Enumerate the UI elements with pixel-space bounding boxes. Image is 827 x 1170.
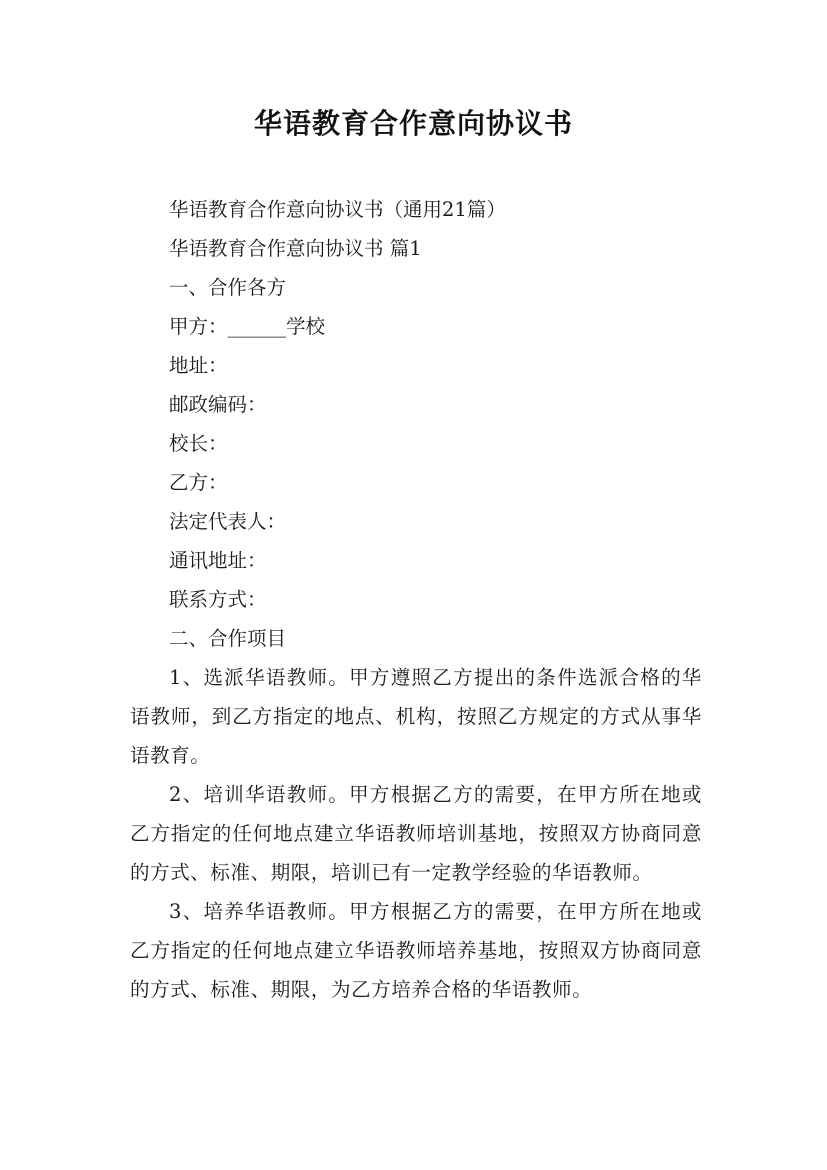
section-heading: 华语教育合作意向协议书 篇1 [169,237,422,260]
document-title: 华语教育合作意向协议书 [253,107,573,140]
paragraph-cultivate-teachers: 3、培养华语教师。甲方根据乙方的需要，在甲方所在地或乙方指定的任何地点建立华语教师培养基地，按照双方协商同意的方式、标准、期限，为乙方培养合格的华语教师。 [130,900,702,1001]
legal-representative-field: 法定代表人： [169,510,287,533]
postal-code-field: 邮政编码： [169,393,267,416]
paragraph-select-teachers: 1、选派华语教师。甲方遵照乙方提出的条件选派合格的华语教师，到乙方指定的地点、机构，按照乙方规定的方式从事华语教育。 [130,666,702,767]
document-body [130,190,702,1009]
clause-heading-parties: 一、合作各方 [169,276,287,299]
party-a-field: 甲方：______学校 [169,315,326,338]
clause-heading-projects: 二、合作项目 [169,627,287,650]
mailing-address-field: 通讯地址： [169,549,267,572]
paragraph-train-teachers: 2、培训华语教师。甲方根据乙方的需要，在甲方所在地或乙方指定的任何地点建立华语教师培训基地，按照双方协商同意的方式、标准、期限，培训已有一定教学经验的华语教师。 [130,783,702,884]
party-b-field: 乙方： [169,471,228,494]
address-field: 地址： [169,354,228,377]
subtitle-line: 华语教育合作意向协议书（通用21篇） [169,198,506,221]
principal-field: 校长： [169,432,228,455]
contact-field: 联系方式： [169,588,267,611]
